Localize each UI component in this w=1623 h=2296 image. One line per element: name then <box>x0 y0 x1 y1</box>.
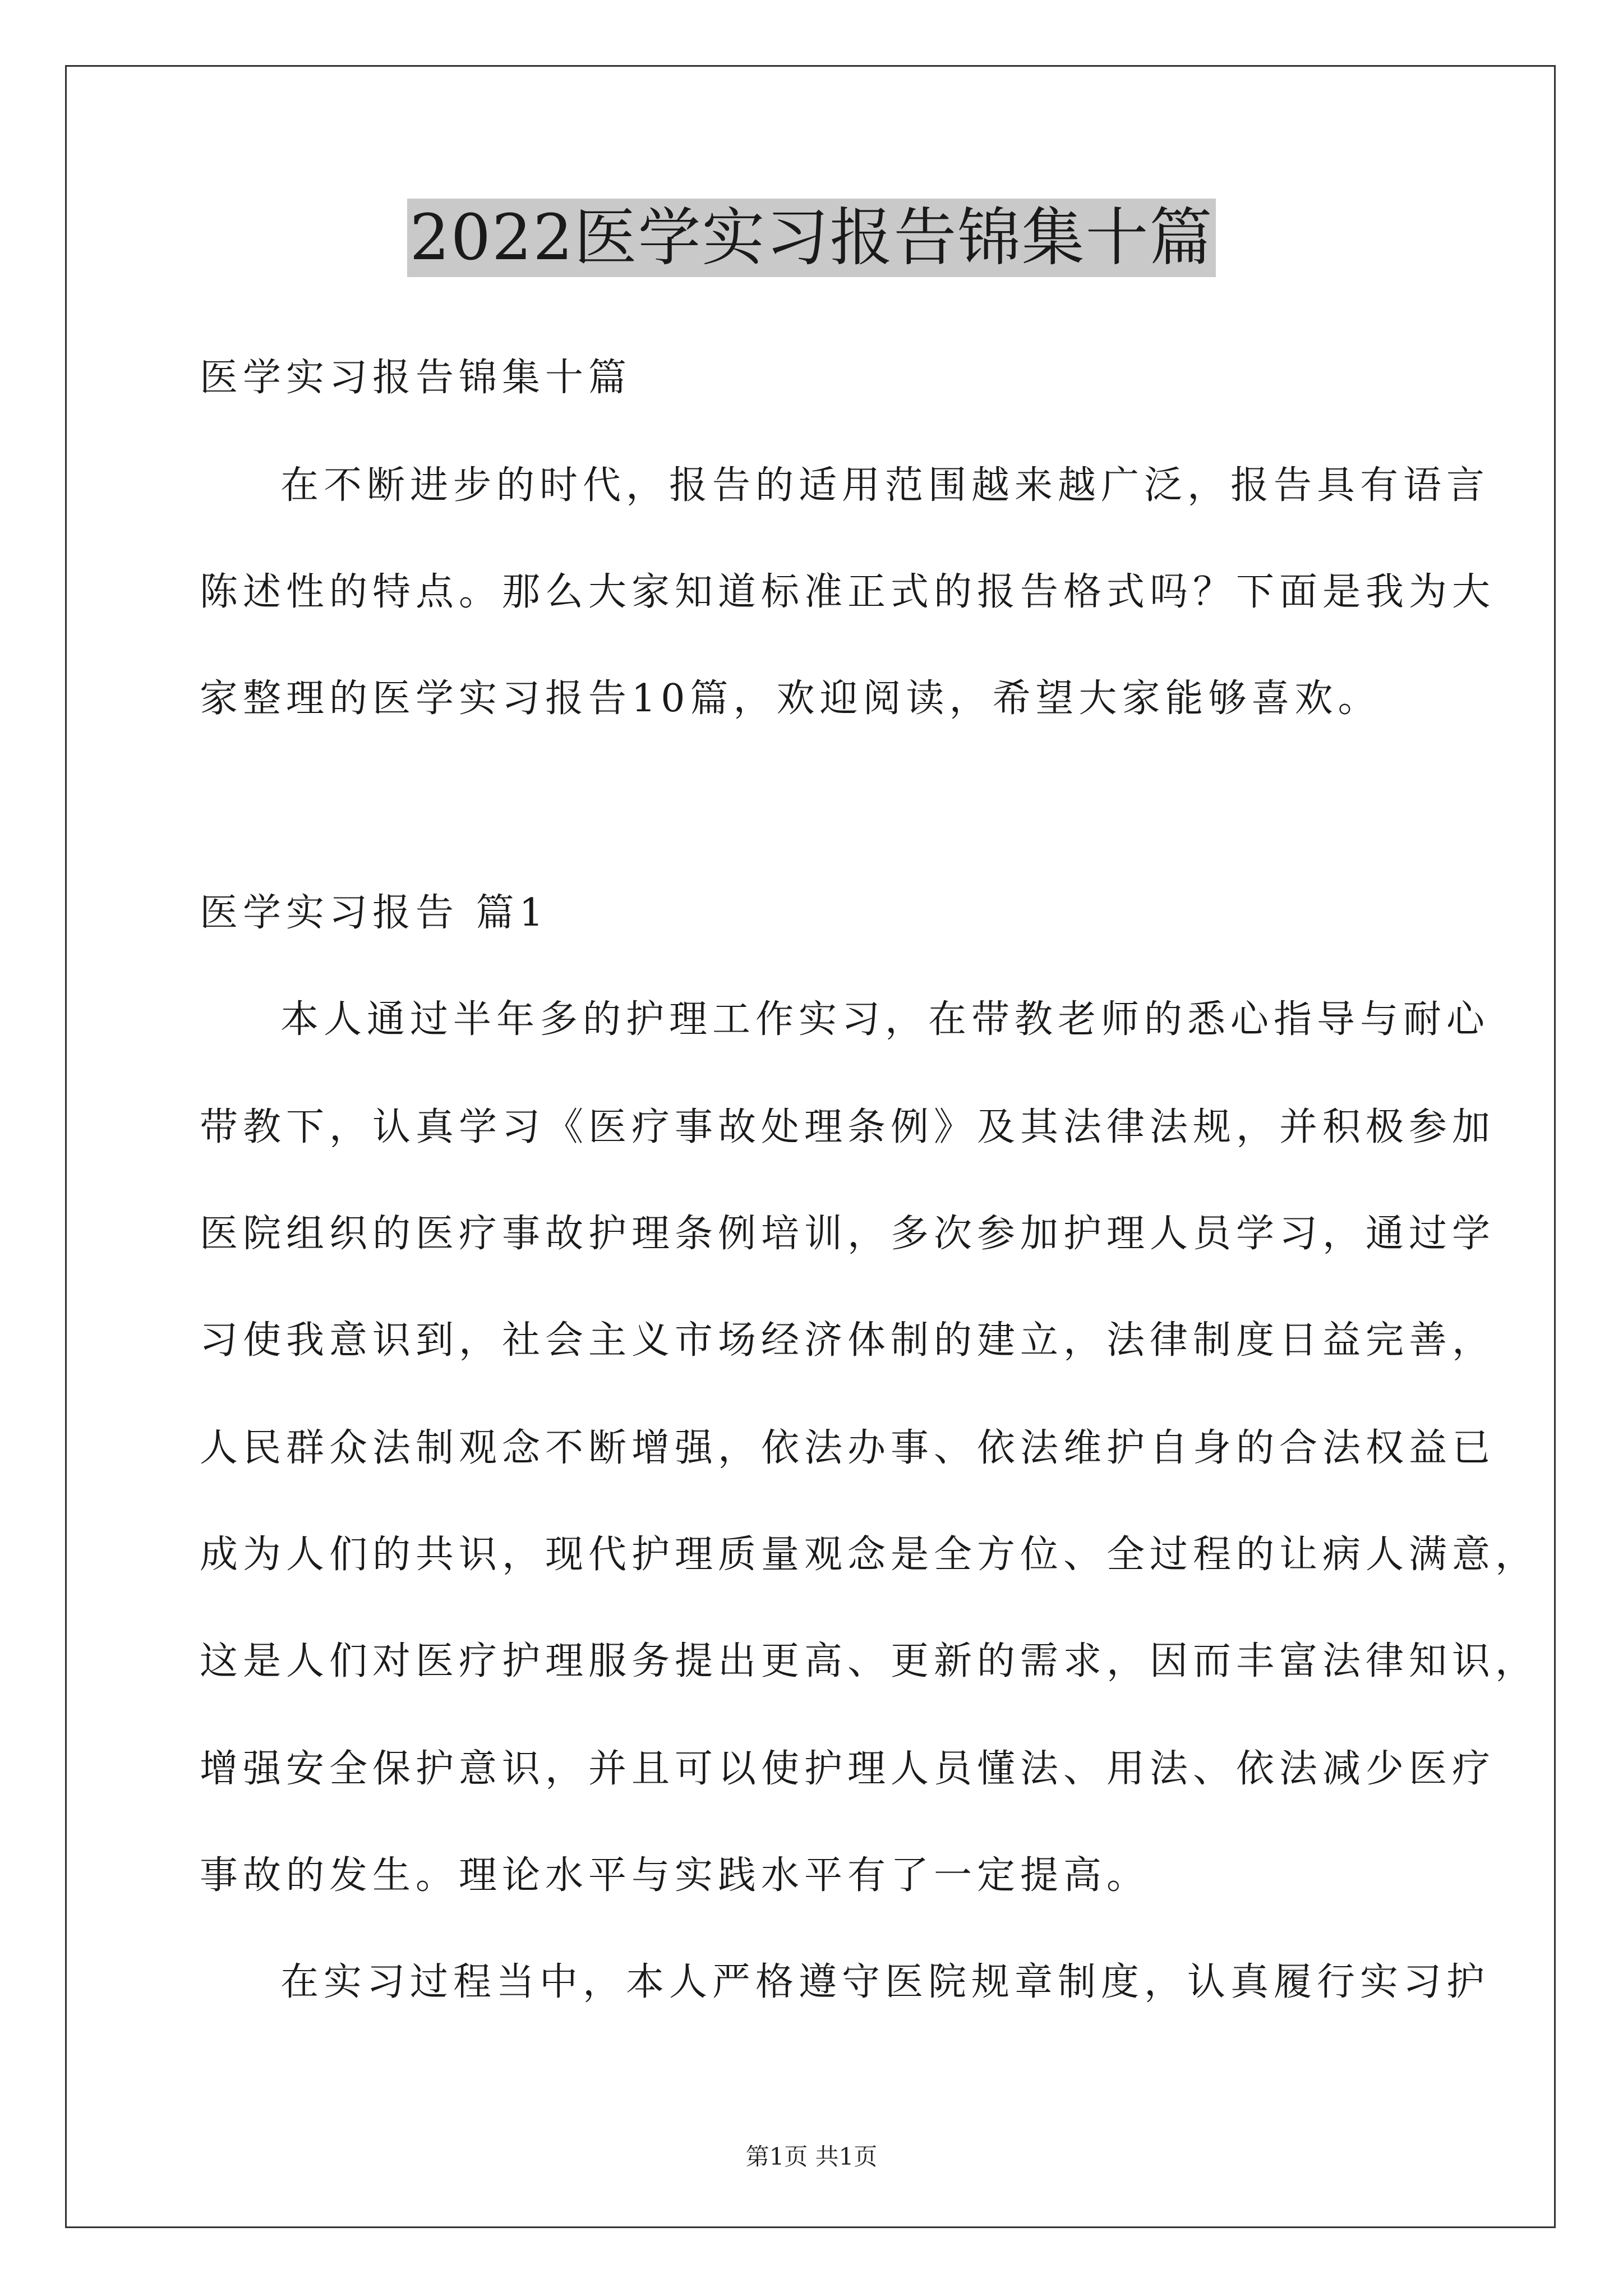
section-heading: 医学实习报告 篇1 <box>200 891 548 935</box>
body-line: 本人通过半年多的护理工作实习，在带教老师的悉心指导与耐心 <box>280 997 1490 1042</box>
body-line: 这是人们对医疗护理服务提出更高、更新的需求，因而丰富法律知识， <box>200 1639 1539 1683</box>
intro-line: 在不断进步的时代，报告的适用范围越来越广泛，报告具有语言 <box>280 463 1490 508</box>
intro-line: 陈述性的特点。那么大家知道标准正式的报告格式吗？下面是我为大 <box>200 570 1496 614</box>
body-line: 在实习过程当中，本人严格遵守医院规章制度，认真履行实习护 <box>280 1960 1490 2004</box>
body-line: 事故的发生。理论水平与实践水平有了一定提高。 <box>200 1853 1150 1898</box>
body-line: 习使我意识到，社会主义市场经济体制的建立，法律制度日益完善， <box>200 1318 1496 1363</box>
body-line: 成为人们的共识，现代护理质量观念是全方位、全过程的让病人满意， <box>200 1533 1539 1577</box>
title-container <box>0 199 1623 277</box>
intro-line: 家整理的医学实习报告10篇，欢迎阅读，希望大家能够喜欢。 <box>200 677 1381 721</box>
subtitle: 医学实习报告锦集十篇 <box>200 356 632 400</box>
body-line: 医院组织的医疗事故护理条例培训，多次参加护理人员学习，通过学 <box>200 1212 1496 1256</box>
document-title: 2022医学实习报告锦集十篇 <box>407 199 1215 277</box>
body-line: 带教下，认真学习《医疗事故处理条例》及其法律法规，并积极参加 <box>200 1105 1496 1149</box>
body-line: 增强安全保护意识，并且可以使护理人员懂法、用法、依法减少医疗 <box>200 1747 1496 1791</box>
page-footer: 第1页 共1页 <box>745 2143 878 2170</box>
body-line: 人民群众法制观念不断增强，依法办事、依法维护自身的合法权益已 <box>200 1426 1496 1470</box>
